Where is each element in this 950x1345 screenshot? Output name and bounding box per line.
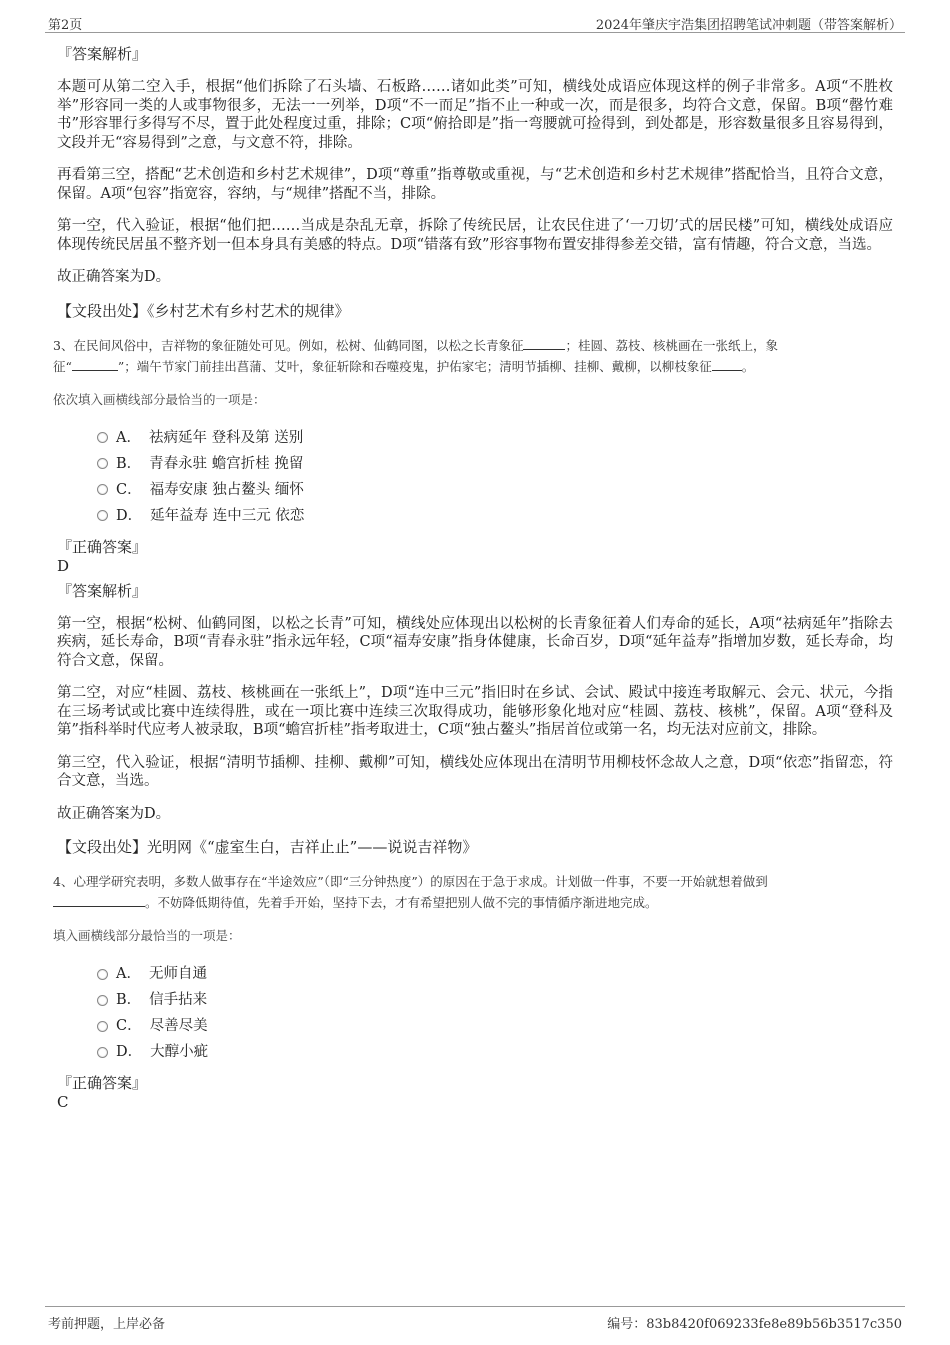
radio-icon[interactable] xyxy=(97,995,108,1006)
footer-code: 编号：83b8420f069233fe8e89b56b3517c350 xyxy=(607,1317,902,1332)
radio-icon[interactable] xyxy=(97,510,108,521)
q3-source: 【文段出处】光明网《“虚室生白，吉祥止止”——说说吉祥物》 xyxy=(57,838,478,856)
q3-option-d[interactable]: D． 延年益寿 连中三元 依恋 xyxy=(97,503,893,529)
radio-icon[interactable] xyxy=(97,432,108,443)
radio-icon[interactable] xyxy=(97,1047,108,1058)
q4-option-d[interactable]: D． 大醇小疵 xyxy=(97,1039,893,1065)
page-content xyxy=(53,38,893,1111)
q3-analysis-para: 第二空，对应“桂圆、荔枝、核桃画在一张纸上”，D项“连中三元”指旧时在乡试、会试、殿试中接连考取解元、会元、状元，今指在三场考试或比赛中连续得胜，或在一项比赛中连续三次取得成功，能够形象化地对应“桂圆、荔枝、核桃”，保留。A项“登科及第”指科举时代应考人被录取，B项“蟾宫折桂”指考取进士，C项“独占鳌头”指居首位或第一名，均无法对应前文，排除。 xyxy=(57,685,893,738)
q2-analysis-conclusion: 故正确答案为D。 xyxy=(57,269,171,285)
radio-icon[interactable] xyxy=(97,1021,108,1032)
q3-option-a[interactable]: A． 祛病延年 登科及第 送别 xyxy=(97,425,893,451)
q3-stem: 3、在民间风俗中，吉祥物的象征随处可见。例如，松树、仙鹤同图，以松之长青象征 ；桂圆、荔枝、核桃画在一张纸上，象 征“ ”；端午节家门前挂出菖蒲、艾叶，象征斩除和吞噬疫鬼，护佑家宅；清明节插柳、挂柳、戴柳，以柳枝象征 。 xyxy=(53,337,778,374)
q3-prompt: 依次填入画横线部分最恰当的一项是： xyxy=(53,391,266,407)
footer-slogan: 考前押题，上岸必备 xyxy=(48,1317,166,1332)
q3-option-c[interactable]: C． 福寿安康 独占鳌头 缅怀 xyxy=(97,477,893,503)
q4-option-b[interactable]: B． 信手拈来 xyxy=(97,987,893,1013)
q4-option-a[interactable]: A． 无师自通 xyxy=(97,961,893,987)
q3-answer-label: 『正确答案』 xyxy=(57,537,148,556)
document-title: 2024年肇庆宇浩集团招聘笔试冲刺题（带答案解析） xyxy=(595,18,902,33)
radio-icon[interactable] xyxy=(97,969,108,980)
blank-1 xyxy=(53,894,145,907)
blank-2 xyxy=(72,358,118,371)
q2-source: 【文段出处】《乡村艺术有乡村艺术的规律》 xyxy=(57,301,350,320)
page-footer xyxy=(45,1306,905,1332)
q3-analysis-para: 第一空，根据“松树、仙鹤同图，以松之长青”可知，横线处应体现出以松树的长青象征着人们寿命的延长，A项“祛病延年”指除去疾病，延长寿命，B项“青春永驻”指永远年轻，C项“福寿安康”指身体健康，长命百岁，D项“延年益寿”指增加岁数，延长寿命，均符合文意，保留。 xyxy=(57,615,893,669)
q2-analysis-para: 再看第三空，搭配“艺术创造和乡村艺术规律”，D项“尊重”指尊敬或重视，与“艺术创造和乡村艺术规律”搭配恰当，且符合文意，保留。A项“包容”指宽容，容纳，与“规律”搭配不当，排除。 xyxy=(57,167,893,202)
q4-stem: 4、心理学研究表明，多数人做事存在“半途效应”（即“三分钟热度”）的原因在于急于求成。计划做一件事，不要一开始就想着做到 。不妨降低期待值，先着手开始，坚持下去，才有希望把别人做不完的事情循序渐进地完成。 xyxy=(53,874,768,910)
q4-answer: C xyxy=(57,1093,69,1111)
q4-prompt: 填入画横线部分最恰当的一项是： xyxy=(53,928,241,943)
blank-3 xyxy=(712,358,742,371)
q3-options xyxy=(97,425,893,529)
radio-icon[interactable] xyxy=(97,458,108,469)
q3-analysis-para: 第三空，代入验证，根据“清明节插柳、挂柳、戴柳”可知，横线处应体现出在清明节用柳枝怀念故人之意，D项“依恋”指留恋，符合文意，当选。 xyxy=(57,754,893,789)
q2-analysis-para: 本题可从第二空入手，根据“他们拆除了石头墙、石板路……诸如此类”可知，横线处成语应体现这样的例子非常多。A项“不胜枚举”形容同一类的人或事物很多，无法一一列举，D项“不一而足”指不止一种或一次，而是很多，均符合文意，保留。B项“罄竹难书”形容罪行多得写不尽，置于此处程度过重，排除；C项“俯拾即是”指一弯腰就可捡得到，到处都是，形容数量很多且容易得到，文段并无“容易得到”之意，与文意不符，排除。 xyxy=(57,79,893,151)
page-header xyxy=(45,12,905,33)
q3-answer: D xyxy=(57,556,70,575)
page-number: 第2页 xyxy=(48,18,83,33)
q4-answer-label: 『正确答案』 xyxy=(57,1074,148,1092)
q2-analysis-para: 第一空，代入验证，根据“他们把……当成是杂乱无章，拆除了传统民居，让农民住进了‘一刀切’式的居民楼”可知，横线处成语应体现传统民居虽不整齐划一但本身具有美感的特点。D项“错落有致”形容事物布置安排得参差交错，富有情趣，符合文意，当选。 xyxy=(57,218,893,253)
q3-analysis-label: 『答案解析』 xyxy=(57,581,148,600)
blank-1 xyxy=(523,337,565,350)
q3-option-b[interactable]: B． 青春永驻 蟾宫折桂 挽留 xyxy=(97,451,893,477)
q2-analysis-label: 『答案解析』 xyxy=(57,45,148,63)
q4-options xyxy=(97,961,893,1065)
radio-icon[interactable] xyxy=(97,484,108,495)
q4-option-c[interactable]: C． 尽善尽美 xyxy=(97,1013,893,1039)
q3-analysis-conclusion: 故正确答案为D。 xyxy=(57,805,171,822)
